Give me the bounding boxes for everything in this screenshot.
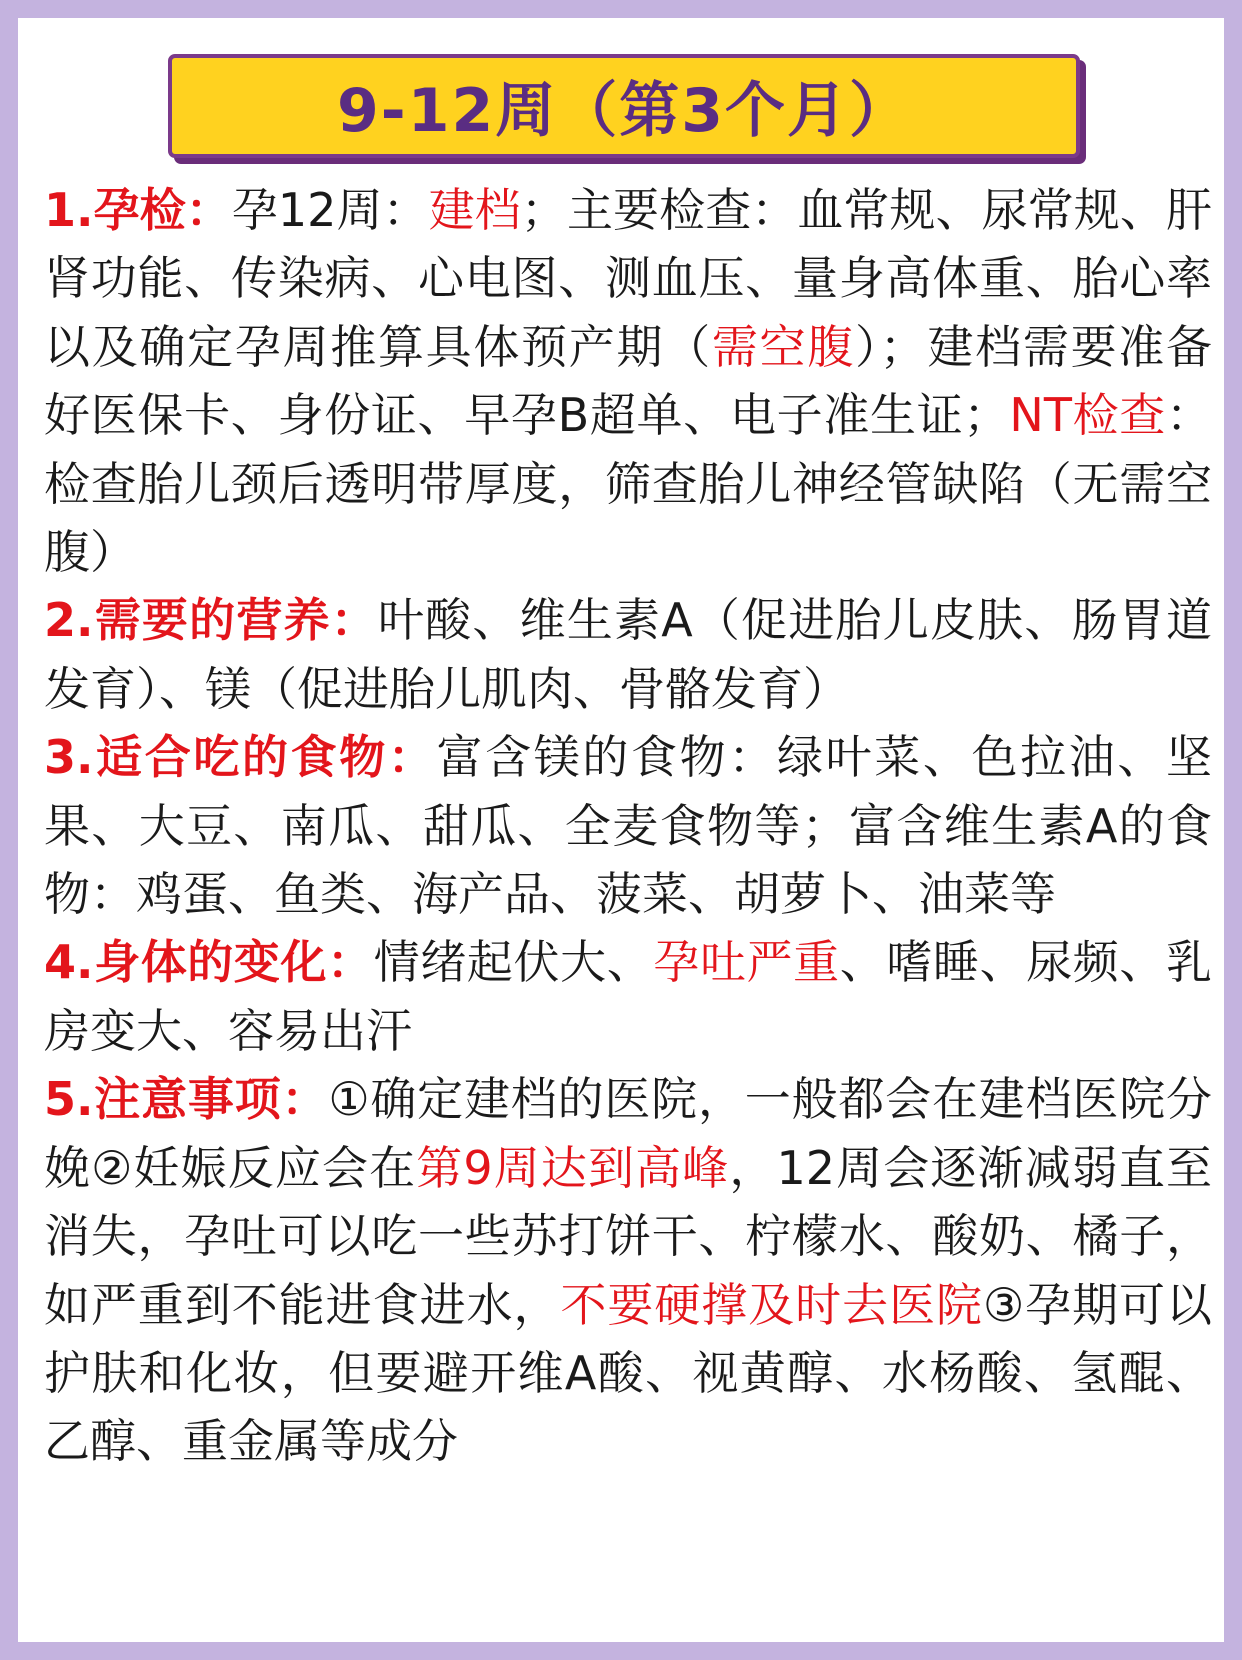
highlight-text: 建档: [428, 183, 521, 237]
section-text: ：检查胎儿颈后透明带厚度，筛查胎儿神经管缺陷（无需空腹）: [44, 388, 1212, 580]
section-checkup: [44, 176, 1212, 586]
highlight-text: 第9周达到高峰: [416, 1140, 730, 1195]
highlight-text: NT检查: [1009, 388, 1166, 443]
section-text: 孕12周：: [231, 183, 429, 237]
section-heading: 3.适合吃的食物：: [44, 730, 437, 785]
section-heading: 1.孕检：: [44, 183, 232, 237]
page-title: 9-12周（第3个月）: [337, 76, 911, 146]
section-text: ①确定建档的医院，一般都会在建档医院分娩②妊娠反应会在: [44, 1072, 1212, 1195]
section-text: ③孕期可以护肤和化妆，但要避开维A酸、视黄醇、水杨酸、氢醌、乙醇、重金属等成分: [44, 1277, 1212, 1469]
section-body-changes: [44, 928, 1212, 1065]
section-text: 情绪起伏大、: [373, 935, 654, 990]
section-heading: 5.注意事项：: [44, 1072, 329, 1127]
content-body: [44, 176, 1212, 1476]
section-text: ，12周会逐渐减弱直至消失，孕吐可以吃一些苏打饼干、柠檬水、酸奶、橘子，如严重到不能进食进水，: [44, 1140, 1212, 1332]
section-text: 、嗜睡、尿频、乳房变大、容易出汗: [44, 935, 1213, 1058]
title-banner: [168, 54, 1080, 158]
highlight-text: 需空腹: [711, 319, 856, 374]
section-heading: 2.需要的营养：: [44, 593, 378, 648]
section-text: 叶酸、维生素A（促进胎儿皮肤、肠胃道发育）、镁（促进胎儿肌肉、骨骼发育）: [44, 593, 1213, 716]
section-nutrition: [44, 586, 1212, 723]
highlight-text: 孕吐严重: [653, 935, 840, 990]
section-text: ；主要检查：血常规、尿常规、肝肾功能、传染病、心电图、测血压、量身高体重、胎心率以及确定孕周推算具体预产期（: [44, 183, 1213, 374]
section-notes: [44, 1065, 1212, 1475]
highlight-text: 不要硬撑及时去医院: [560, 1277, 983, 1332]
content-card: [18, 18, 1224, 1642]
section-heading: 4.身体的变化：: [44, 935, 374, 990]
section-foods: [44, 723, 1212, 928]
section-text: 富含镁的食物：绿叶菜、色拉油、坚果、大豆、南瓜、甜瓜、全麦食物等；富含维生素A的食物：鸡蛋、鱼类、海产品、菠菜、胡萝卜、油菜等: [44, 730, 1212, 922]
section-text: ）；建档需要准备好医保卡、身份证、早孕B超单、电子准生证；: [44, 319, 1213, 443]
